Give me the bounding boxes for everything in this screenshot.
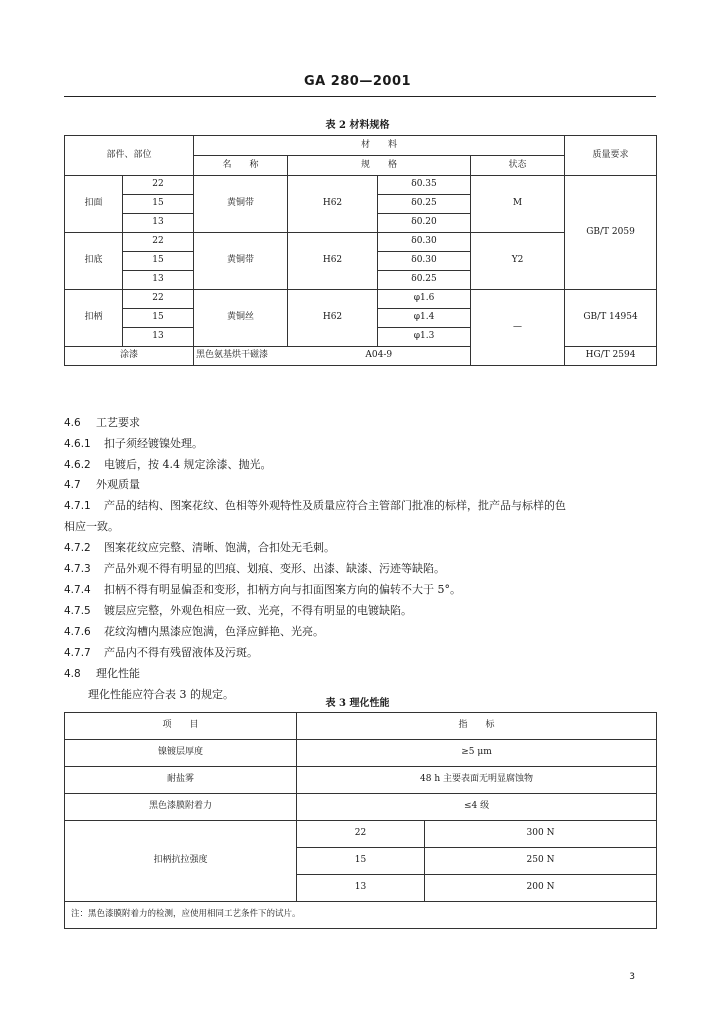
quality-cell: GB/T 2059 [565,176,657,290]
size-cell: 22 [297,821,425,848]
state-cell: — [471,290,565,366]
spec-cell: φ1.4 [378,309,471,328]
section-line: 理化性能应符合表 3 的规定。 [88,688,234,701]
spec-cell: φ1.6 [378,290,471,309]
section-line: 4.6.2 电镀后，按 4.4 规定涂漆、抛光。 [64,458,272,471]
size-cell: 15 [123,309,194,328]
value-cell: 200 N [425,875,657,902]
part-cell: 扣底 [65,233,123,290]
spec-cell: δ0.35 [378,176,471,195]
section-line: 4.7.2 图案花纹应完整、清晰、饱满，合扣处无毛刺。 [64,541,335,554]
material-spec-table [64,135,657,366]
section-line: 4.6 工艺要求 [64,416,140,429]
standard-number: GA 280—2001 [303,74,412,89]
part-cell: 涂漆 [65,347,194,366]
section-line: 4.7.3 产品外观不得有明显的凹痕、划痕、变形、出漆、缺漆、污迹等缺陷。 [64,562,445,575]
grade-cell: H62 [288,290,378,347]
size-cell: 15 [123,195,194,214]
quality-cell: GB/T 14954 [565,290,657,347]
grade-cell: H62 [288,176,378,233]
item-cell: 黑色漆膜附着力 [65,794,297,821]
section-line: 4.8 理化性能 [64,667,140,680]
value-cell: 48 h 主要表面无明显腐蚀物 [297,767,657,794]
header-index: 指 标 [297,713,657,740]
size-cell: 13 [123,328,194,347]
header-item: 项 目 [65,713,297,740]
size-cell: 15 [297,848,425,875]
section-line: 4.7.1 产品的结构、图案花纹、色相等外观特性及质量应符合主管部门批准的标样，批产品与标样的色 [64,499,566,512]
item-cell: 耐盐雾 [65,767,297,794]
header-quality: 质量要求 [565,136,657,176]
grade-cell: H62 [288,233,378,290]
section-line: 4.7.4 扣柄不得有明显偏歪和变形，扣柄方向与扣面图案方向的偏转不大于 5°。 [64,583,461,596]
item-cell: 镍镀层厚度 [65,740,297,767]
spec-cell: δ0.20 [378,214,471,233]
physchem-table [64,712,657,929]
size-cell: 15 [123,252,194,271]
section-line: 4.7.7 产品内不得有残留液体及污斑。 [64,646,258,659]
value-cell: ≤4 级 [297,794,657,821]
value-cell: 250 N [425,848,657,875]
header-state: 状态 [471,156,565,176]
header-rule [64,96,656,97]
table2-caption: 表 2 材料规格 [325,120,390,131]
header-part: 部件、部位 [65,136,194,176]
spec-cell: δ0.25 [378,195,471,214]
material-name-cell: 黄铜带 [194,233,288,290]
material-name-cell: 黄铜丝 [194,290,288,347]
page-number: 3 [629,972,635,982]
spec-cell: δ0.25 [378,271,471,290]
material-name-cell: 黑色氨基烘干磁漆 [194,347,288,366]
size-cell: 13 [297,875,425,902]
section-line: 相应一致。 [64,520,119,533]
part-cell: 扣面 [65,176,123,233]
spec-cell: δ0.30 [378,252,471,271]
header-name: 名 称 [194,156,288,176]
section-line: 4.7.6 花纹沟槽内黑漆应饱满，色泽应鲜艳、光亮。 [64,625,324,638]
spec-cell: δ0.30 [378,233,471,252]
item-cell: 扣柄抗拉强度 [65,821,297,902]
section-line: 4.6.1 扣子须经镀镍处理。 [64,437,203,450]
spec-cell: A04-9 [288,347,471,366]
size-cell: 22 [123,176,194,195]
header-material: 材 料 [194,136,565,156]
quality-cell: HG/T 2594 [565,347,657,366]
section-line: 4.7 外观质量 [64,478,140,491]
part-cell: 扣柄 [65,290,123,347]
value-cell: ≥5 μm [297,740,657,767]
size-cell: 22 [123,290,194,309]
spec-cell: φ1.3 [378,328,471,347]
table-note: 注：黑色漆膜附着力的检测，应使用相同工艺条件下的试片。 [65,902,657,929]
size-cell: 22 [123,233,194,252]
state-cell: Y2 [471,233,565,290]
state-cell: M [471,176,565,233]
value-cell: 300 N [425,821,657,848]
header-spec: 规 格 [288,156,471,176]
material-name-cell: 黄铜带 [194,176,288,233]
size-cell: 13 [123,214,194,233]
size-cell: 13 [123,271,194,290]
table3-caption: 表 3 理化性能 [325,698,390,709]
section-line: 4.7.5 镀层应完整，外观色相应一致、光亮，不得有明显的电镀缺陷。 [64,604,412,617]
